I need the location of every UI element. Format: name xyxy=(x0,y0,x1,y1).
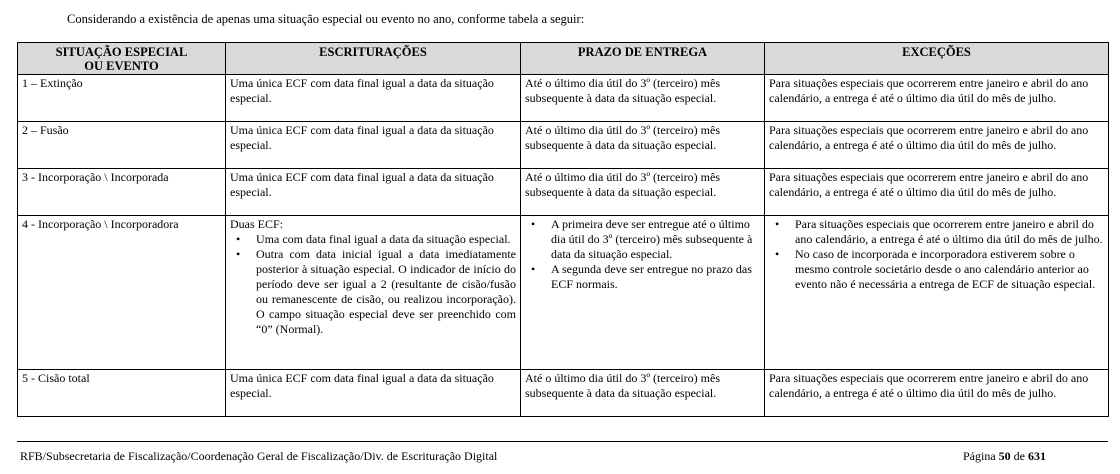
cell-escrituracoes: Uma única ECF com data final igual a data da situação especial. xyxy=(226,75,521,122)
page-number: 50 xyxy=(998,449,1011,463)
table-row xyxy=(18,169,1109,216)
list-item: • No caso de incorporada e incorporadora estiverem sobre o mesmo controle societário desde o ano calendário anterior ao evento não é necessária a entrega de ECF de situação especial. xyxy=(769,247,1104,292)
header-situacao-line2: OU EVENTO xyxy=(84,59,159,73)
escrituracoes-intro: Duas ECF: xyxy=(230,217,284,231)
escrituracoes-bullet-list xyxy=(230,232,516,337)
cell-prazo: Até o último dia útil do 3º (terceiro) mês subsequente à data da situação especial. xyxy=(521,370,765,417)
footer-page-info xyxy=(963,449,1046,464)
page-total: 631 xyxy=(1028,449,1046,463)
cell-excecoes: Para situações especiais que ocorrerem entre janeiro e abril do ano calendário, a entrega é até o último dia útil do mês de julho. xyxy=(765,122,1109,169)
cell-situacao: 5 - Cisão total xyxy=(18,370,226,417)
cell-situacao: 2 – Fusão xyxy=(18,122,226,169)
cell-prazo xyxy=(521,216,765,370)
cell-excecoes: Para situações especiais que ocorrerem entre janeiro e abril do ano calendário, a entrega é até o último dia útil do mês de julho. xyxy=(765,75,1109,122)
header-situacao xyxy=(18,43,226,75)
list-item: • A segunda deve ser entregue no prazo das ECF normais. xyxy=(525,262,760,292)
header-situacao-line1: SITUAÇÃO ESPECIAL xyxy=(55,45,188,59)
page-of: de xyxy=(1013,449,1025,463)
special-situations-table xyxy=(17,42,1109,417)
footer-divider xyxy=(17,441,1108,442)
list-item: • Outra com data inicial igual a data imediatamente posterior à situação especial. O indicador de início do período deve ser igual a 2 (resultante de cisão/fusão ou remanescente de cisão, ou realizou incorporação). O campo situação especial deve ser preenchido com “0” (Normal). xyxy=(230,247,516,337)
table-row xyxy=(18,75,1109,122)
intro-text: Considerando a existência de apenas uma situação especial ou evento no ano, conforme tabela a seguir: xyxy=(67,12,585,26)
excecoes-bullet-list xyxy=(769,217,1104,292)
cell-excecoes xyxy=(765,216,1109,370)
list-item: • Para situações especiais que ocorrerem entre janeiro e abril do ano calendário, a entrega é até o último dia útil do mês de julho. xyxy=(769,217,1104,247)
cell-excecoes: Para situações especiais que ocorrerem entre janeiro e abril do ano calendário, a entrega é até o último dia útil do mês de julho. xyxy=(765,370,1109,417)
header-escrituracoes: ESCRITURAÇÕES xyxy=(226,43,521,75)
table-row xyxy=(18,370,1109,417)
list-item: • Uma com data final igual a data da situação especial. xyxy=(230,232,516,247)
cell-escrituracoes xyxy=(226,216,521,370)
cell-prazo: Até o último dia útil do 3º (terceiro) mês subsequente à data da situação especial. xyxy=(521,169,765,216)
cell-situacao: 3 - Incorporação \ Incorporada xyxy=(18,169,226,216)
cell-escrituracoes: Uma única ECF com data final igual a data da situação especial. xyxy=(226,169,521,216)
footer-organization: RFB/Subsecretaria de Fiscalização/Coordenação Geral de Fiscalização/Div. de Escrituração Digital xyxy=(20,449,498,463)
prazo-bullet-list xyxy=(525,217,760,292)
header-excecoes: EXCEÇÕES xyxy=(765,43,1109,75)
page-label: Página xyxy=(963,449,996,463)
cell-escrituracoes: Uma única ECF com data final igual a data da situação especial. xyxy=(226,122,521,169)
cell-escrituracoes: Uma única ECF com data final igual a data da situação especial. xyxy=(226,370,521,417)
cell-excecoes: Para situações especiais que ocorrerem entre janeiro e abril do ano calendário, a entrega é até o último dia útil do mês de julho. xyxy=(765,169,1109,216)
table-header-row xyxy=(18,43,1109,75)
cell-situacao: 4 - Incorporação \ Incorporadora xyxy=(18,216,226,370)
cell-situacao: 1 – Extinção xyxy=(18,75,226,122)
cell-prazo: Até o último dia útil do 3º (terceiro) mês subsequente à data da situação especial. xyxy=(521,122,765,169)
table-row xyxy=(18,216,1109,370)
list-item: • A primeira deve ser entregue até o último dia útil do 3º (terceiro) mês subsequente à data da situação especial. xyxy=(525,217,760,262)
header-prazo: PRAZO DE ENTREGA xyxy=(521,43,765,75)
table-row xyxy=(18,122,1109,169)
cell-prazo: Até o último dia útil do 3º (terceiro) mês subsequente à data da situação especial. xyxy=(521,75,765,122)
